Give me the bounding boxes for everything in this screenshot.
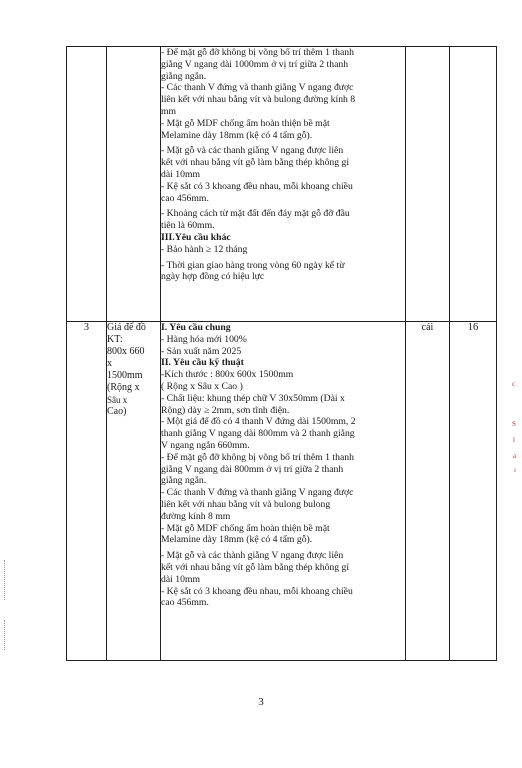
desc-line: dài 10mm bbox=[161, 168, 201, 180]
desc-line: cao 456mm. bbox=[161, 597, 209, 609]
desc-line: kết với nhau bằng vít gỗ làm bằng thép không gỉ bbox=[161, 561, 350, 573]
desc-line: - Kệ sắt có 3 khoang đều nhau, mỗi khoang chiều bbox=[161, 585, 353, 597]
scan-artifact bbox=[4, 620, 7, 650]
desc-line: đường kính 8 mm bbox=[161, 510, 231, 522]
item-name-line: x bbox=[107, 358, 112, 369]
unit-cell bbox=[406, 47, 450, 322]
section-heading: III.Yêu cầu khác bbox=[161, 231, 231, 243]
item-name-line: 1500mm bbox=[107, 370, 143, 381]
section-heading: I. Yêu cầu chung bbox=[161, 322, 231, 333]
page-number: 3 bbox=[258, 696, 264, 708]
table-row-continuation bbox=[67, 47, 497, 322]
item-name-line: (Rộng x bbox=[107, 382, 140, 393]
section-heading: II. Yêu cầu kỹ thuật bbox=[161, 357, 244, 369]
desc-line: - Bảo hành ≥ 12 tháng bbox=[161, 243, 248, 255]
desc-line: - Thời gian giao hàng trong vòng 60 ngày kể từ bbox=[161, 259, 345, 271]
name-cell bbox=[107, 47, 161, 322]
desc-line: giằng V ngang dài 1000mm ở vị trí giữa 2 thanh bbox=[161, 58, 349, 70]
scan-artifact bbox=[4, 560, 7, 600]
desc-line: - Mặt gỗ và các thành giằng V ngang được liên bbox=[161, 550, 344, 562]
desc-line: Melamine dày 18mm (kệ có 4 tấm gỗ). bbox=[161, 534, 313, 546]
desc-line: - Để mặt gỗ đỡ không bị võng bố trí thêm 1 thanh bbox=[161, 47, 354, 58]
desc-line: mm bbox=[161, 105, 177, 117]
margin-mark: ɪ bbox=[514, 466, 516, 474]
desc-line: ngày hợp đồng có hiệu lực bbox=[161, 271, 265, 283]
item-name-line: Giá để đồ bbox=[107, 322, 146, 333]
desc-line: - Chất liệu: khung thép chữ V 30x50mm (Dài x bbox=[161, 392, 345, 404]
item-name-line: KT: bbox=[107, 334, 123, 345]
desc-line: dài 10mm bbox=[161, 573, 201, 585]
margin-mark: c bbox=[512, 380, 516, 388]
stt-cell bbox=[67, 47, 107, 322]
desc-line: thanh giằng V ngang dài 800mm và 2 thanh giằng bbox=[161, 428, 355, 440]
margin-mark: a bbox=[513, 452, 517, 460]
desc-line: - Các thanh V đứng và thanh giằng V ngang được bbox=[161, 82, 354, 94]
quantity-cell bbox=[450, 47, 497, 322]
desc-line: Melamine dày 18mm (kệ có 4 tấm gỗ). bbox=[161, 129, 313, 141]
table-row-item-3 bbox=[67, 322, 497, 661]
desc-line: liên kết với nhau bằng vít và bulong đường kính 8 bbox=[161, 94, 356, 106]
desc-line: - Kệ sắt có 3 khoang đều nhau, mỗi khoang chiều bbox=[161, 180, 353, 192]
desc-line: liên kết với nhau bằng vít và bulong bulong bbox=[161, 498, 331, 510]
item-name-line: 800x 660 bbox=[107, 346, 145, 357]
stt-cell: 3 bbox=[67, 322, 107, 661]
margin-mark: l bbox=[513, 436, 515, 444]
desc-line: giằng ngắn. bbox=[161, 70, 207, 82]
desc-line: V ngang ngắn 660mm. bbox=[161, 439, 250, 451]
desc-line: - Sản xuất năm 2025 bbox=[161, 345, 242, 357]
desc-line: - Mặt gỗ và các thanh giằng V ngang được liên bbox=[161, 145, 344, 157]
desc-line: - Khoảng cách từ mặt đất đến đáy mặt gỗ đỡ đầu bbox=[161, 208, 350, 220]
desc-line: Rộng) dày ≥ 2mm, sơn tĩnh điện. bbox=[161, 404, 290, 416]
item-name-cell bbox=[107, 322, 161, 661]
unit-cell: cái bbox=[406, 322, 450, 661]
description-cell bbox=[161, 47, 406, 322]
desc-line: - Mặt gỗ MDF chống ẩm hoàn thiện bề mặt bbox=[161, 522, 330, 534]
spec-table bbox=[66, 46, 497, 661]
item-name-line: Cao) bbox=[107, 406, 127, 417]
desc-line: - Các thanh V đứng và thanh giằng V ngang được bbox=[161, 487, 354, 499]
margin-mark: S bbox=[512, 420, 516, 428]
desc-line: - Mặt gỗ MDF chống ẩm hoàn thiện bề mặt bbox=[161, 117, 330, 129]
desc-line: giằng ngắn. bbox=[161, 475, 207, 487]
desc-line: tiên là 60mm. bbox=[161, 220, 215, 232]
desc-line: cao 456mm. bbox=[161, 192, 209, 204]
quantity-cell: 16 bbox=[450, 322, 497, 661]
desc-line: kết với nhau bằng vít gỗ làm bằng thép không gỉ bbox=[161, 157, 350, 169]
desc-line: giằng V ngang dài 800mm ở vị trí giữa 2 thanh bbox=[161, 463, 344, 475]
item-name-line: Sâu x bbox=[107, 395, 128, 405]
desc-line: - Hàng hóa mới 100% bbox=[161, 333, 247, 345]
desc-line: - Để mặt gỗ đỡ không bị võng bố trí thêm 1 thanh bbox=[161, 451, 354, 463]
desc-line: - Một giá để đồ có 4 thanh V đứng dài 1500mm, 2 bbox=[161, 416, 356, 428]
desc-line: ( Rộng x Sâu x Cao ) bbox=[161, 380, 243, 392]
desc-line: -Kích thước : 800x 600x 1500mm bbox=[161, 369, 294, 381]
description-cell bbox=[161, 322, 406, 661]
